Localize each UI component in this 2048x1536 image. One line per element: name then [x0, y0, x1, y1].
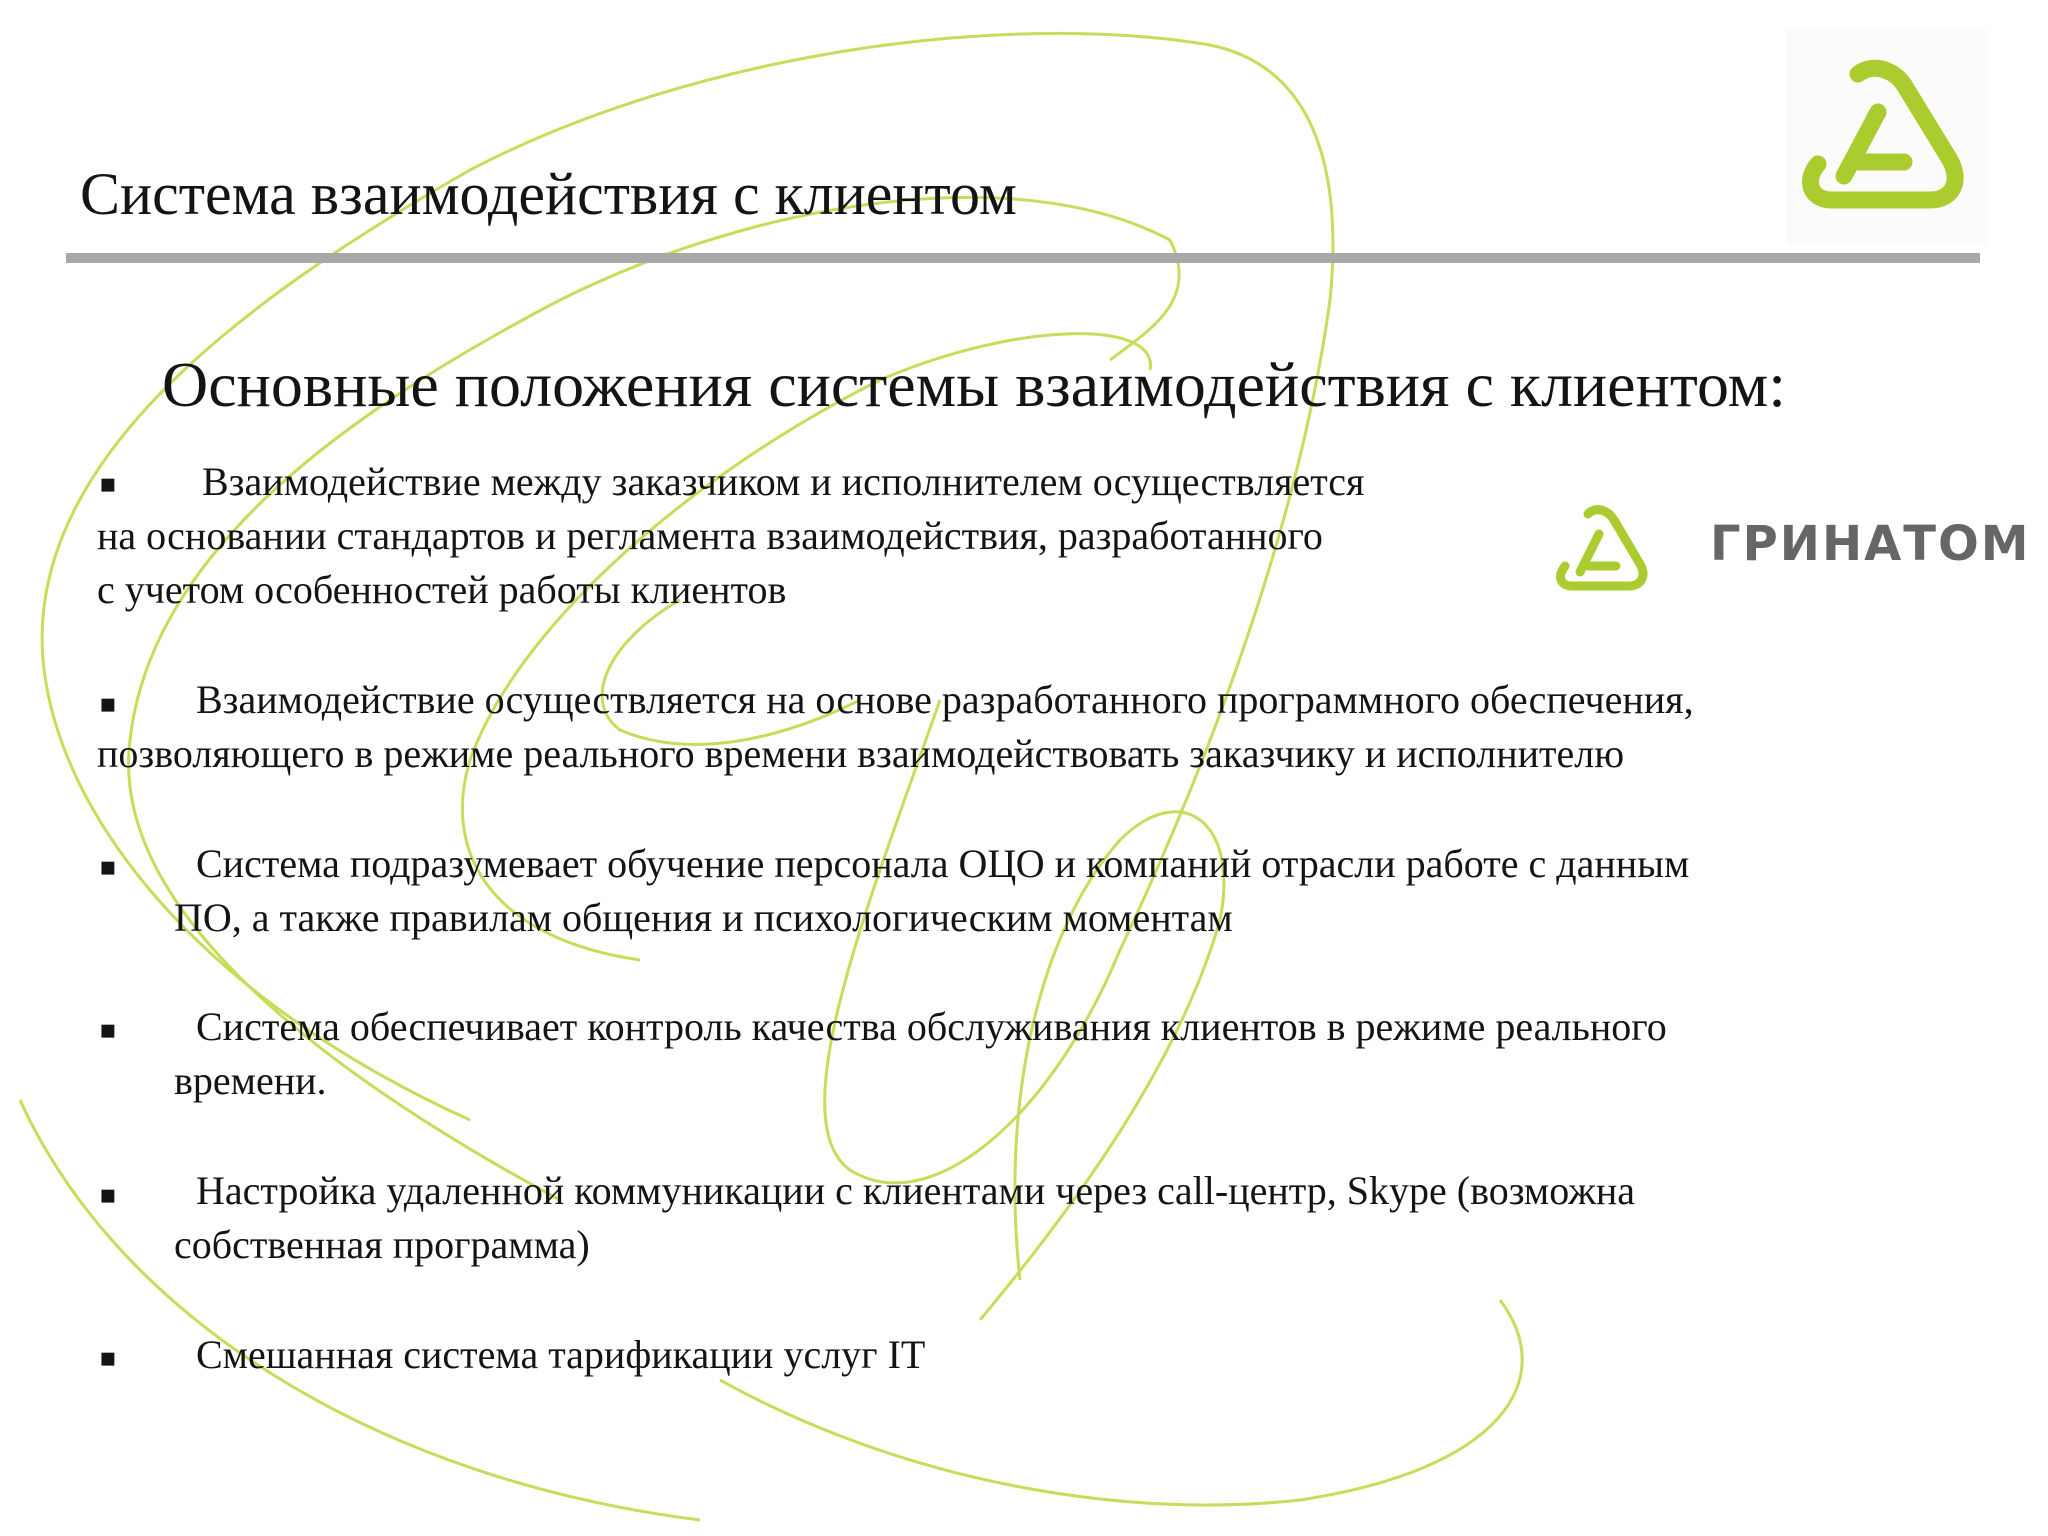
bullet-marker: ▪ — [99, 1343, 117, 1373]
bullet-marker: ▪ — [99, 689, 117, 719]
list-item-line: Настройка удаленной коммуникации с клиентами через call-центр, Skype (возможна — [196, 1168, 1636, 1213]
list-item-line: Взаимодействие осуществляется на основе разработанного программного обеспечения, — [196, 677, 1694, 722]
list-item-line: на основании стандартов и регламента взаимодействия, разработанного — [97, 513, 1323, 558]
list-item-line: времени. — [174, 1058, 327, 1103]
list-item-line: ПО, а также правилам общения и психологическим моментам — [174, 895, 1233, 940]
list-item-line: Взаимодействие между заказчиком и исполнителем осуществляется — [202, 459, 1365, 504]
page-subtitle: Основные положения системы взаимодействия с клиентом: — [162, 349, 1786, 420]
bullet-marker: ▪ — [99, 469, 117, 499]
list-item-line: Система обеспечивает контроль качества обслуживания клиентов в режиме реального — [196, 1004, 1667, 1049]
list-item-line: собственная программа) — [174, 1222, 590, 1267]
list-item-line: позволяющего в режиме реального времени взаимодействовать заказчику и исполнителю — [97, 731, 1625, 776]
list-item-line: Система подразумевает обучение персонала ОЦО и компаний отрасли работе с данным — [196, 841, 1690, 886]
bullet-marker: ▪ — [99, 852, 117, 882]
bullet-marker: ▪ — [99, 1180, 117, 1210]
list-item-line: Смешанная система тарификации услуг IT — [196, 1332, 926, 1377]
page-title: Система взаимодействия с клиентом — [80, 161, 1017, 227]
bullet-marker: ▪ — [99, 1015, 117, 1045]
brand-name: ГРИНАТОМ — [1710, 516, 2031, 572]
list-item-line: с учетом особенностей работы клиентов — [97, 567, 787, 612]
